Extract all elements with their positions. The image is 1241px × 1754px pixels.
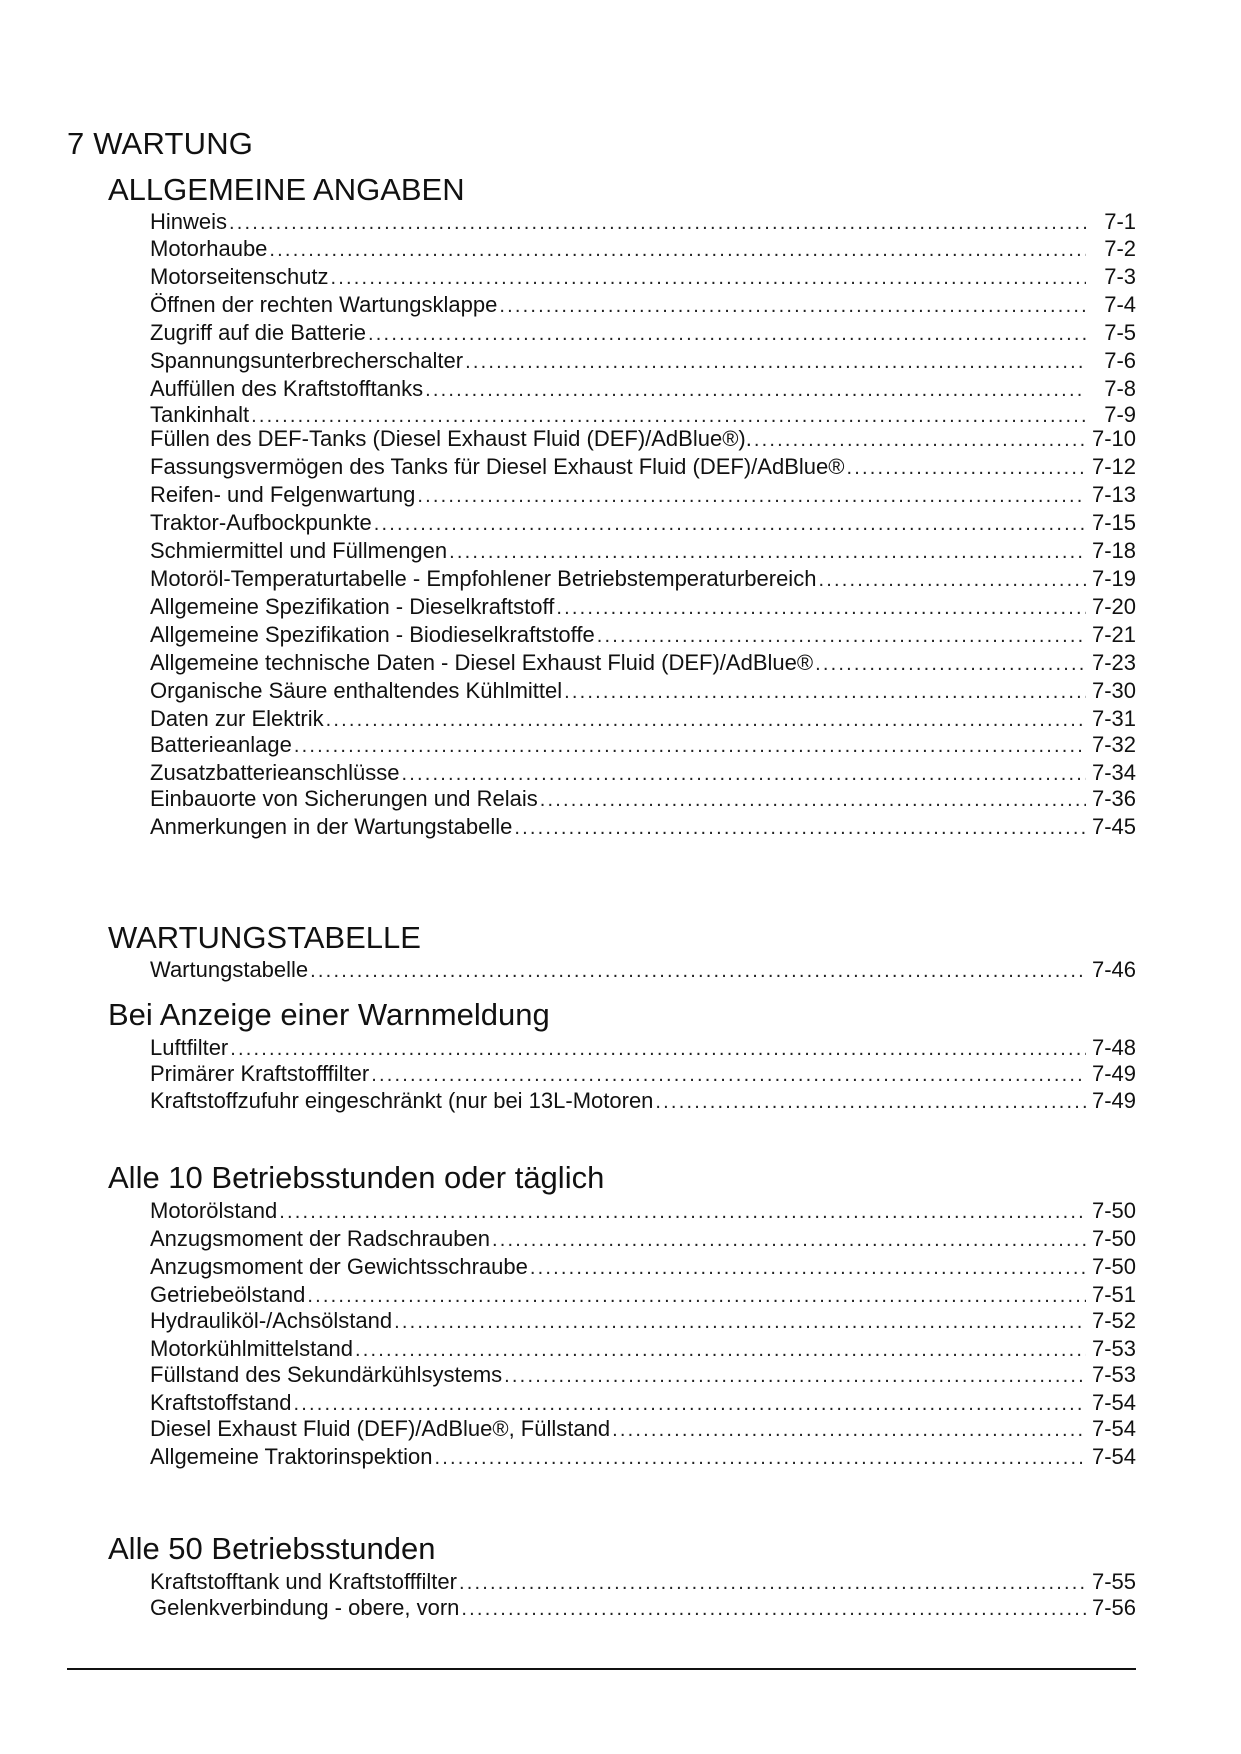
toc-entry-label: Daten zur Elektrik (150, 706, 324, 731)
section-title: WARTUNGSTABELLE (108, 920, 421, 955)
toc-entry-page: 7-50 (1091, 1254, 1136, 1279)
toc-entry-page: 7-3 (1104, 264, 1136, 289)
toc-entry-label: Anmerkungen in der Wartungstabelle (150, 814, 513, 839)
toc-entry[interactable] (150, 1035, 1136, 1061)
toc-entry-page: 7-31 (1091, 706, 1136, 731)
toc-entry[interactable] (150, 292, 1136, 318)
toc-entry[interactable] (150, 1595, 1136, 1621)
toc-entry-label: Füllstand des Sekundärkühlsystems (150, 1362, 503, 1387)
toc-entry-label: Tankinhalt (150, 402, 250, 427)
toc-entry-label: Hydrauliköl-/Achsölstand (150, 1308, 393, 1333)
toc-entry-label: Motorhaube (150, 236, 268, 261)
toc-entry-label: Öffnen der rechten Wartungsklappe (150, 292, 498, 317)
toc-entry-label: Primärer Kraftstofffilter (150, 1061, 370, 1086)
toc-entry-label: Reifen- und Felgenwartung (150, 482, 416, 507)
toc-entry-label: Motorseitenschutz (150, 264, 329, 289)
toc-entry[interactable] (150, 264, 1136, 290)
toc-entry[interactable] (150, 814, 1136, 840)
dot-leader (815, 653, 1086, 676)
dot-leader (307, 1285, 1086, 1308)
toc-entry-label: Diesel Exhaust Fluid (DEF)/AdBlue®, Füllstand (150, 1416, 611, 1441)
dot-leader (326, 709, 1086, 732)
dot-leader (514, 817, 1086, 840)
toc-entry[interactable] (150, 1198, 1136, 1224)
dot-leader (371, 1064, 1086, 1087)
toc-entry[interactable] (150, 594, 1136, 620)
toc-entry[interactable] (150, 1569, 1136, 1595)
toc-entry[interactable] (150, 482, 1136, 508)
dot-leader (310, 960, 1086, 983)
toc-entry[interactable] (150, 1390, 1136, 1416)
toc-entry-label: Anzugsmoment der Gewichtsschraube (150, 1254, 528, 1279)
toc-entry[interactable] (150, 786, 1136, 812)
toc-entry-label: Traktor-Aufbockpunkte (150, 510, 372, 535)
toc-entry-page: 7-2 (1104, 236, 1136, 261)
toc-entry[interactable] (150, 236, 1136, 262)
toc-entry-label: Allgemeine Spezifikation - Biodieselkraftstoffe (150, 622, 595, 647)
toc-entry[interactable] (150, 957, 1136, 983)
toc-entry-page: 7-52 (1091, 1308, 1136, 1333)
toc-entry-label: Zusatzbatterieanschlüsse (150, 760, 400, 785)
dot-leader (612, 1419, 1086, 1442)
dot-leader (294, 735, 1086, 758)
toc-entry-page: 7-6 (1104, 348, 1136, 373)
dot-leader (655, 1091, 1086, 1114)
dot-leader (492, 1229, 1086, 1252)
dot-leader (449, 541, 1086, 564)
dot-leader (355, 1339, 1086, 1362)
toc-entry-label: Motorölstand (150, 1198, 278, 1223)
dot-leader (540, 789, 1086, 812)
toc-entry[interactable] (150, 1444, 1136, 1470)
toc-entry[interactable] (150, 426, 1136, 452)
dot-leader (556, 597, 1086, 620)
toc-entry-label: Motoröl-Temperaturtabelle - Empfohlener Betriebstemperaturbereich (150, 566, 817, 591)
toc-entry-page: 7-30 (1091, 678, 1136, 703)
toc-entry-label: Fassungsvermögen des Tanks für Diesel Exhaust Fluid (DEF)/AdBlue® (150, 454, 845, 479)
toc-entry-page: 7-49 (1091, 1061, 1136, 1086)
toc-entry-page: 7-32 (1091, 732, 1136, 757)
toc-entry-label: Allgemeine Spezifikation - Dieselkraftstoff (150, 594, 555, 619)
toc-entry-page: 7-55 (1091, 1569, 1136, 1594)
section-title: Bei Anzeige einer Warnmeldung (108, 997, 550, 1032)
toc-entry-page: 7-50 (1091, 1226, 1136, 1251)
dot-leader (279, 1201, 1086, 1224)
toc-entry[interactable] (150, 678, 1136, 704)
toc-entry-page: 7-8 (1104, 376, 1136, 401)
dot-leader (331, 267, 1086, 290)
dot-leader (754, 429, 1086, 452)
chapter-title: 7 WARTUNG (67, 126, 254, 161)
dot-leader (368, 323, 1086, 346)
toc-entry[interactable] (150, 1362, 1136, 1388)
toc-entry-label: Füllen des DEF-Tanks (Diesel Exhaust Fluid (DEF)/AdBlue®). (150, 426, 752, 451)
dot-leader (818, 569, 1086, 592)
toc-entry-page: 7-20 (1091, 594, 1136, 619)
toc-entry-label: Spannungsunterbrecherschalter (150, 348, 464, 373)
dot-leader (417, 485, 1086, 508)
toc-entry-label: Allgemeine technische Daten - Diesel Exhaust Fluid (DEF)/AdBlue® (150, 650, 814, 675)
toc-entry-page: 7-50 (1091, 1198, 1136, 1223)
toc-entry-page: 7-34 (1091, 760, 1136, 785)
toc-entry-page: 7-13 (1091, 482, 1136, 507)
toc-entry-page: 7-18 (1091, 538, 1136, 563)
toc-entry[interactable] (150, 510, 1136, 536)
dot-leader (461, 1598, 1086, 1621)
toc-entry-label: Kraftstoffzufuhr eingeschränkt (nur bei 13L-Motoren (150, 1088, 654, 1113)
toc-entry-label: Gelenkverbindung - obere, vorn (150, 1595, 460, 1620)
toc-entry[interactable] (150, 376, 1136, 402)
toc-entry[interactable] (150, 1308, 1136, 1334)
dot-leader (530, 1257, 1086, 1280)
toc-entry-page: 7-21 (1091, 622, 1136, 647)
toc-entry-page: 7-56 (1091, 1595, 1136, 1620)
toc-entry-page: 7-54 (1091, 1444, 1136, 1469)
dot-leader (564, 681, 1086, 704)
toc-entry[interactable] (150, 1226, 1136, 1252)
toc-entry-page: 7-53 (1091, 1336, 1136, 1361)
toc-entry-label: Kraftstoffstand (150, 1390, 292, 1415)
section-title: ALLGEMEINE ANGABEN (108, 172, 465, 207)
dot-leader (459, 1572, 1086, 1595)
toc-entry[interactable] (150, 1254, 1136, 1280)
toc-entry-label: Zugriff auf die Batterie (150, 320, 367, 345)
toc-entry-label: Anzugsmoment der Radschrauben (150, 1226, 490, 1251)
toc-entry-page: 7-23 (1091, 650, 1136, 675)
toc-entry-label: Luftfilter (150, 1035, 229, 1060)
toc-entry-page: 7-4 (1104, 292, 1136, 317)
toc-entry-page: 7-48 (1091, 1035, 1136, 1060)
toc-entry-page: 7-54 (1091, 1416, 1136, 1441)
dot-leader (499, 295, 1086, 318)
dot-leader (394, 1311, 1086, 1334)
toc-entry-label: Organische Säure enthaltendes Kühlmittel (150, 678, 563, 703)
toc-entry-page: 7-12 (1091, 454, 1136, 479)
toc-entry-label: Batterieanlage (150, 732, 292, 757)
toc-entry[interactable] (150, 1416, 1136, 1442)
toc-entry[interactable] (150, 209, 1136, 235)
toc-entry-page: 7-51 (1091, 1282, 1136, 1307)
toc-entry[interactable] (150, 650, 1136, 676)
dot-leader (401, 763, 1085, 786)
toc-entry-page: 7-45 (1091, 814, 1136, 839)
dot-leader (597, 625, 1086, 648)
toc-entry[interactable] (150, 1088, 1136, 1114)
toc-entry[interactable] (150, 732, 1136, 758)
toc-entry[interactable] (150, 538, 1136, 564)
dot-leader (846, 457, 1086, 480)
toc-entry[interactable] (150, 566, 1136, 592)
toc-entry[interactable] (150, 1061, 1136, 1087)
toc-entry[interactable] (150, 706, 1136, 732)
section-title: Alle 50 Betriebsstunden (108, 1531, 436, 1566)
dot-leader (434, 1447, 1085, 1470)
dot-leader (425, 379, 1086, 402)
toc-entry-page: 7-53 (1091, 1362, 1136, 1387)
section-title: Alle 10 Betriebsstunden oder täglich (108, 1160, 605, 1195)
toc-entry-page: 7-9 (1104, 402, 1136, 427)
toc-entry[interactable] (150, 320, 1136, 346)
toc-entry-page: 7-54 (1091, 1390, 1136, 1415)
dot-leader (293, 1393, 1086, 1416)
toc-entry-page: 7-10 (1091, 426, 1136, 451)
toc-entry[interactable] (150, 1282, 1136, 1308)
toc-entry-page: 7-36 (1091, 786, 1136, 811)
dot-leader (230, 1038, 1086, 1061)
toc-entry[interactable] (150, 348, 1136, 374)
toc-entry-label: Wartungstabelle (150, 957, 309, 982)
dot-leader (465, 351, 1086, 374)
toc-entry[interactable] (150, 760, 1136, 786)
toc-entry[interactable] (150, 402, 1136, 428)
toc-entry-page: 7-15 (1091, 510, 1136, 535)
toc-entry-label: Kraftstofftank und Kraftstofffilter (150, 1569, 457, 1594)
toc-entry-label: Getriebeölstand (150, 1282, 306, 1307)
toc-entry[interactable] (150, 1336, 1136, 1362)
toc-entry-label: Hinweis (150, 209, 228, 234)
toc-entry-page: 7-5 (1104, 320, 1136, 345)
toc-entry-page: 7-46 (1091, 957, 1136, 982)
toc-entry-label: Auffüllen des Kraftstofftanks (150, 376, 424, 401)
toc-entry-page: 7-49 (1091, 1088, 1136, 1113)
toc-entry[interactable] (150, 622, 1136, 648)
toc-entry-label: Motorkühlmittelstand (150, 1336, 353, 1361)
dot-leader (504, 1365, 1086, 1388)
dot-leader (251, 405, 1086, 428)
dot-leader (374, 513, 1086, 536)
dot-leader (229, 212, 1086, 235)
dot-leader (269, 239, 1086, 262)
toc-entry-label: Allgemeine Traktorinspektion (150, 1444, 433, 1469)
toc-entry-label: Schmiermittel und Füllmengen (150, 538, 448, 563)
toc-entry-label: Einbauorte von Sicherungen und Relais (150, 786, 538, 811)
toc-entry-page: 7-1 (1104, 209, 1136, 234)
footer-rule (67, 1668, 1136, 1670)
toc-entry-page: 7-19 (1091, 566, 1136, 591)
toc-entry[interactable] (150, 454, 1136, 480)
